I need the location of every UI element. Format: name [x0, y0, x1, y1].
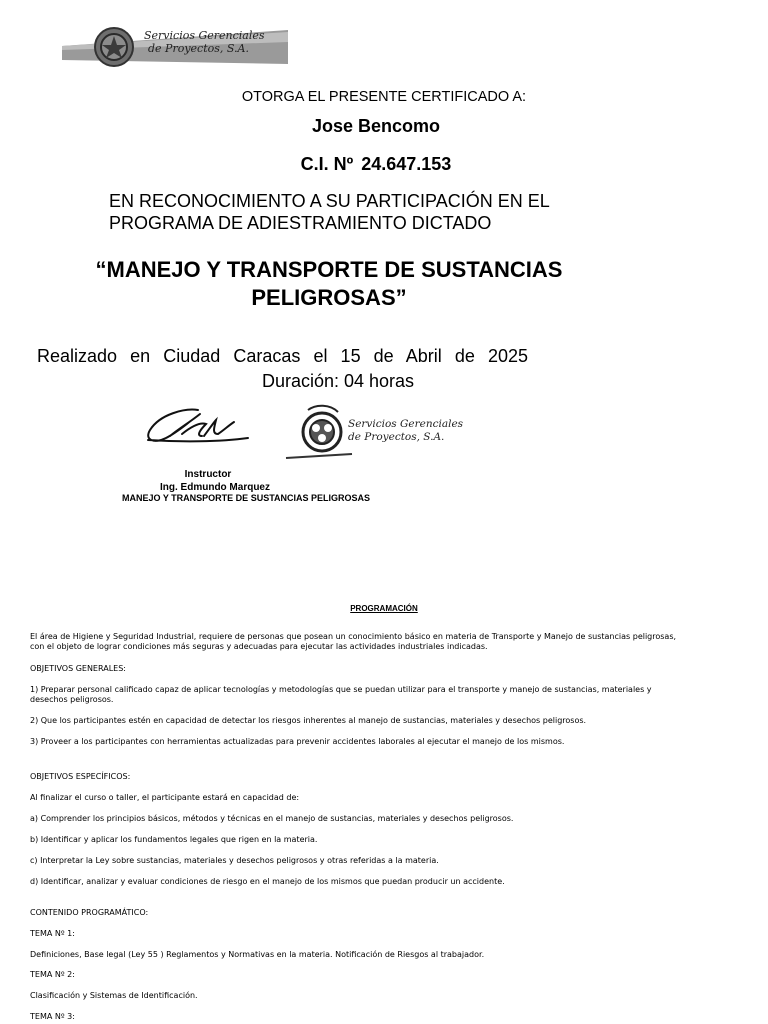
company-logo	[60, 20, 290, 76]
program-title	[60, 256, 598, 312]
specific-objective-a: a) Comprender los principios básicos, métodos y técnicas en el manejo de sustancias, materiales y desechos peligrosos.	[30, 814, 514, 823]
tema-1-heading: TEMA Nº 1:	[30, 929, 75, 938]
specific-objective-d: d) Identificar, analizar y evaluar condiciones de riesgo en el manejo de los mismos que puedan producir un accidente.	[30, 877, 505, 886]
general-objective-1	[30, 685, 742, 705]
tema-2-heading: TEMA Nº 2:	[30, 970, 75, 979]
company-logo-stamp	[282, 400, 472, 468]
content-heading: CONTENIDO PROGRAMÁTICO:	[30, 908, 149, 917]
tema-3-heading: TEMA Nº 3:	[30, 1012, 75, 1021]
signatory-name: Ing. Edmundo Marquez	[160, 482, 270, 493]
recipient-id	[0, 154, 752, 175]
logo-line-1: Servicios Gerenciales	[144, 29, 265, 42]
tema-2-text: Clasificación y Sistemas de Identificación.	[30, 991, 198, 1000]
signatory-course: MANEJO Y TRANSPORTE DE SUSTANCIAS PELIGROSAS	[122, 493, 371, 503]
duration: Duración: 04 horas	[261, 371, 415, 391]
general-objective-2: 2) Que los participantes estén en capacidad de detectar los riesgos inherentes al manejo de sustancias, materiales y desechos peligrosos.	[30, 716, 587, 725]
specific-objectives-intro: Al finalizar el curso o taller, el participante estará en capacidad de:	[30, 793, 300, 802]
signatory-role: Instructor	[184, 469, 232, 480]
intro-line-1: El área de Higiene y Seguridad Industrial, requiere de personas que posean un conocimiento básico en materia de Transporte y Manejo de sustancias peligrosas,	[30, 632, 677, 641]
recognition-text	[109, 190, 669, 234]
tema-1-text: Definiciones, Base legal (Ley 55 ) Reglamentos y Normativas en la materia. Notificación de Riesgos al trabajador.	[30, 950, 485, 959]
logo-text	[144, 29, 265, 55]
specific-objective-c: c) Interpretar la Ley sobre sustancias, materiales y desechos peligrosos y otras referidas a la materia.	[30, 856, 439, 865]
logo-stamp-line-1: Servicios Gerenciales	[348, 418, 464, 430]
program-title-line-2: PELIGROSAS”	[251, 285, 407, 310]
general-objectives-heading: OBJETIVOS GENERALES:	[30, 664, 126, 673]
specific-objective-b: b) Identificar y aplicar los fundamentos legales que rigen en la materia.	[30, 835, 318, 844]
ci-number: 24.647.153	[361, 154, 452, 174]
programacion-title: PROGRAMACIÓN	[350, 604, 418, 613]
general-objective-1-line-2: desechos peligrosos.	[30, 695, 114, 704]
intro-paragraph	[30, 632, 742, 652]
place-date: Realizado en Ciudad Caracas el 15 de Abril de 2025	[37, 346, 528, 366]
recipient-name: Jose Bencomo	[311, 116, 441, 136]
logo-stamp-text	[348, 418, 463, 444]
logo-line-2: de Proyectos, S.A.	[148, 42, 249, 55]
intro-line-2: con el objeto de lograr condiciones más seguras y adecuadas para ejecutar las actividades industriales indicadas.	[30, 642, 488, 651]
logo-stamp-line-2: de Proyectos, S.A.	[348, 431, 445, 443]
ci-label: C.I. Nº	[300, 154, 354, 174]
certificate-grant-line: OTORGA EL PRESENTE CERTIFICADO A:	[241, 89, 527, 105]
specific-objectives-heading: OBJETIVOS ESPECÍFICOS:	[30, 772, 131, 781]
recognition-line-2: PROGRAMA DE ADIESTRAMIENTO DICTADO	[109, 213, 492, 233]
general-objective-3: 3) Proveer a los participantes con herramientas actualizadas para prevenir accidentes laborales al ejecutar el manejo de los mismos.	[30, 737, 565, 746]
recognition-line-1: EN RECONOCIMIENTO A SU PARTICIPACIÓN EN EL	[109, 191, 550, 211]
general-objective-1-line-1: 1) Preparar personal calificado capaz de aplicar tecnologías y metodologías que se puedan utilizar para el transporte y manejo de sustancias, materiales y	[30, 685, 652, 694]
instructor-signature	[140, 400, 260, 462]
program-title-line-1: “MANEJO Y TRANSPORTE DE SUSTANCIAS	[95, 257, 563, 282]
signature-icon	[140, 400, 260, 462]
